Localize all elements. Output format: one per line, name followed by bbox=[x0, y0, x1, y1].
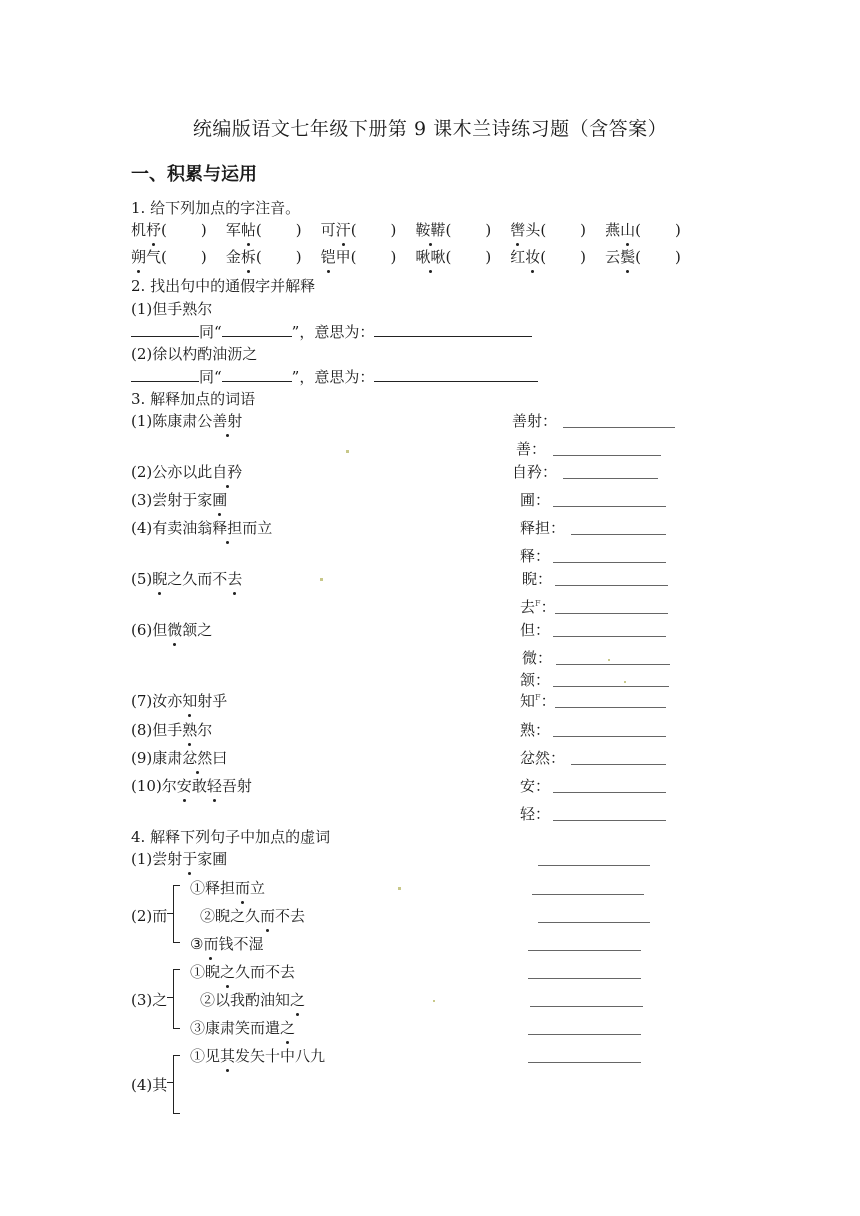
q3-answer-label: 但： bbox=[520, 621, 551, 639]
answer-line[interactable] bbox=[530, 1006, 643, 1007]
answer-line[interactable] bbox=[563, 427, 675, 428]
scan-speck bbox=[398, 887, 401, 890]
answer-line[interactable] bbox=[556, 664, 670, 665]
brace bbox=[173, 885, 180, 943]
q1-item: 鞍鞯( ) bbox=[415, 221, 492, 239]
q3-item: (1)陈康肃公善射 bbox=[131, 412, 243, 430]
q1-item: 军帖( ) bbox=[225, 221, 302, 239]
q3-item: (3)尝射于家圃 bbox=[131, 491, 228, 509]
answer-line[interactable] bbox=[553, 455, 661, 456]
q3-item: (2)公亦以此自矜 bbox=[131, 463, 243, 481]
brace-tick bbox=[167, 1082, 173, 1083]
scan-speck bbox=[433, 1000, 435, 1002]
scan-speck bbox=[346, 450, 349, 453]
q3-answer-label: 去$^F$： bbox=[520, 598, 556, 616]
answer-line[interactable] bbox=[528, 950, 641, 951]
scan-speck bbox=[624, 681, 626, 683]
answer-blank[interactable] bbox=[374, 367, 538, 382]
q3-answer-label: 善射： bbox=[512, 412, 558, 430]
q2-item1: (1)但手熟尔 bbox=[131, 300, 213, 318]
section-heading: 一、积累与运用 bbox=[131, 164, 257, 185]
brace-tick bbox=[167, 997, 173, 998]
q1-row1 bbox=[131, 219, 681, 240]
answer-blank[interactable] bbox=[222, 367, 292, 382]
page-title: 统编版语文七年级下册第 9 课木兰诗练习题（含答案） bbox=[192, 118, 668, 140]
q4-item: (1)尝射于家圃 bbox=[131, 850, 228, 868]
answer-line[interactable] bbox=[555, 613, 668, 614]
q4-sub-item: ①释担而立 bbox=[190, 879, 266, 897]
q3-item: (7)汝亦知射乎 bbox=[131, 692, 228, 710]
answer-line[interactable] bbox=[555, 707, 666, 708]
brace bbox=[173, 1055, 180, 1114]
q4-sub-item: ①睨之久而不去 bbox=[190, 963, 296, 981]
brace bbox=[173, 969, 180, 1029]
q3-answer-label: 安： bbox=[520, 777, 551, 795]
answer-line[interactable] bbox=[528, 978, 641, 979]
q3-item: (8)但手熟尔 bbox=[131, 721, 213, 739]
answer-line[interactable] bbox=[532, 894, 644, 895]
answer-line[interactable] bbox=[553, 636, 666, 637]
q3-prompt: 3. 解释加点的词语 bbox=[131, 390, 256, 408]
q3-answer-label: 知$^F$： bbox=[520, 692, 556, 710]
q3-answer-label: 微： bbox=[522, 649, 553, 667]
answer-line[interactable] bbox=[553, 686, 669, 687]
q4-group-label: (4)其 bbox=[131, 1076, 168, 1094]
q4-sub-item: ②睨之久而不去 bbox=[200, 907, 306, 925]
q1-item: 铠甲( ) bbox=[320, 248, 397, 266]
answer-line[interactable] bbox=[553, 736, 666, 737]
q3-answer-label: 颔： bbox=[520, 671, 551, 689]
q1-item: 机杼( ) bbox=[131, 221, 207, 239]
q4-sub-item: ②以我酌油知之 bbox=[200, 991, 306, 1009]
q4-group-label: (2)而 bbox=[131, 907, 168, 925]
scan-speck bbox=[608, 659, 610, 661]
q4-sub-item: ③而钱不湿 bbox=[190, 935, 264, 953]
q3-answer-label: 释担： bbox=[520, 519, 566, 537]
q4-group-label: (3)之 bbox=[131, 991, 168, 1009]
answer-line[interactable] bbox=[528, 1062, 641, 1063]
q3-answer-label: 轻： bbox=[520, 805, 551, 823]
q3-answer-label: 释： bbox=[520, 547, 551, 565]
answer-blank[interactable] bbox=[131, 367, 199, 382]
q4-sub-item: ①见其发矢十中八九 bbox=[190, 1047, 326, 1065]
q1-item: 红妆( ) bbox=[510, 248, 587, 266]
q3-item: (9)康肃忿然曰 bbox=[131, 749, 228, 767]
q1-prompt: 1. 给下列加点的字注音。 bbox=[131, 199, 301, 217]
q2-answer-row: 同“ ”，意思为： bbox=[131, 366, 538, 387]
answer-line[interactable] bbox=[553, 792, 666, 793]
q3-answer-label: 圃： bbox=[520, 491, 551, 509]
q1-item: 啾啾( ) bbox=[415, 248, 492, 266]
q3-item: (5)睨之久而不去 bbox=[131, 570, 243, 588]
q3-answer-label: 忿然： bbox=[520, 749, 566, 767]
q1-row2 bbox=[131, 246, 681, 267]
answer-line[interactable] bbox=[528, 1034, 641, 1035]
scan-speck bbox=[320, 578, 323, 581]
answer-line[interactable] bbox=[571, 534, 666, 535]
q1-item: 朔气( ) bbox=[131, 248, 207, 266]
q1-item: 金柝( ) bbox=[225, 248, 302, 266]
answer-line[interactable] bbox=[553, 562, 666, 563]
answer-line[interactable] bbox=[538, 922, 650, 923]
q3-item: (10)尔安敢轻吾射 bbox=[131, 777, 252, 795]
q4-prompt: 4. 解释下列句子中加点的虚词 bbox=[131, 828, 331, 846]
q1-item: 燕山( ) bbox=[605, 221, 681, 239]
answer-blank[interactable] bbox=[222, 322, 292, 337]
q1-item: 辔头( ) bbox=[510, 221, 587, 239]
q3-answer-label: 自矜： bbox=[512, 463, 558, 481]
q3-answer-label: 善： bbox=[516, 440, 547, 458]
q2-item2: (2)徐以杓酌油沥之 bbox=[131, 345, 258, 363]
q3-item: (4)有卖油翁释担而立 bbox=[131, 519, 273, 537]
q3-answer-label: 熟： bbox=[520, 721, 551, 739]
answer-line[interactable] bbox=[555, 585, 668, 586]
q3-answer-label: 睨： bbox=[522, 570, 553, 588]
answer-line[interactable] bbox=[553, 820, 666, 821]
answer-line[interactable] bbox=[553, 506, 666, 507]
answer-blank[interactable] bbox=[131, 322, 199, 337]
answer-line[interactable] bbox=[571, 764, 666, 765]
q1-item: 可汗( ) bbox=[320, 221, 397, 239]
brace-tick bbox=[167, 913, 173, 914]
answer-blank[interactable] bbox=[374, 322, 532, 337]
q2-prompt: 2. 找出句中的通假字并解释 bbox=[131, 277, 316, 295]
answer-line[interactable] bbox=[538, 865, 650, 866]
q3-item: (6)但微颔之 bbox=[131, 621, 213, 639]
q2-answer-row: 同“ ”，意思为： bbox=[131, 321, 532, 342]
answer-line[interactable] bbox=[563, 478, 658, 479]
q4-sub-item: ③康肃笑而遣之 bbox=[190, 1019, 296, 1037]
q1-item: 云鬓( ) bbox=[605, 248, 681, 266]
